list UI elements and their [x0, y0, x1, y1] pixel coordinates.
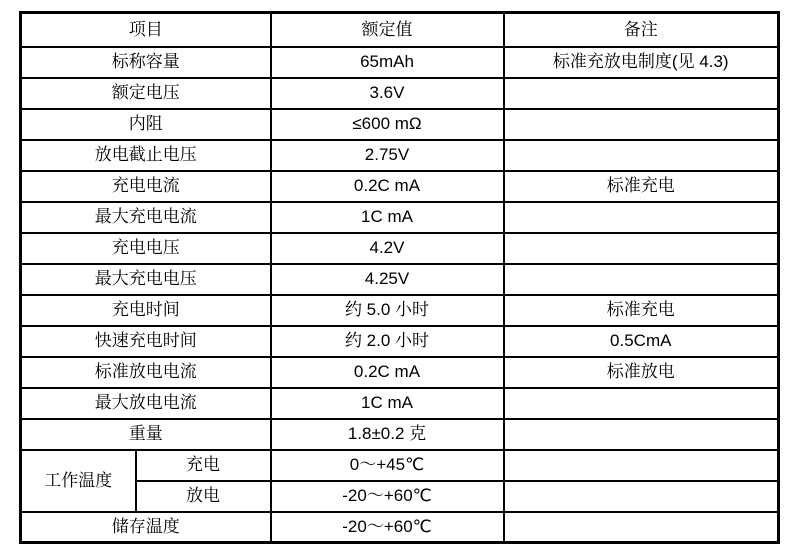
item-cell: 充电电压: [21, 233, 271, 264]
spec-table-body: [21, 47, 779, 543]
table-row: [21, 295, 779, 326]
item-cell: 标称容量: [21, 47, 271, 78]
remark-cell: [504, 233, 779, 264]
item-cell: 重量: [21, 419, 271, 450]
value-cell: 4.2V: [271, 233, 504, 264]
item-cell: 最大充电电流: [21, 202, 271, 233]
value-cell: 约 2.0 小时: [271, 326, 504, 357]
remark-cell: [504, 419, 779, 450]
value-cell: 1.8±0.2 克: [271, 419, 504, 450]
table-row: [21, 512, 779, 543]
table-row: [21, 419, 779, 450]
remark-cell: 标准充电: [504, 171, 779, 202]
value-cell: 4.25V: [271, 264, 504, 295]
remark-cell: [504, 140, 779, 171]
remark-cell: [504, 512, 779, 543]
value-cell: ≤600 mΩ: [271, 109, 504, 140]
remark-cell: 标准充放电制度(见 4.3): [504, 47, 779, 78]
value-cell: 65mAh: [271, 47, 504, 78]
table-row: [21, 140, 779, 171]
value-cell: 0.2C mA: [271, 171, 504, 202]
table-row: [21, 171, 779, 202]
remark-cell: [504, 481, 779, 512]
group-label-cell: 工作温度: [21, 450, 136, 512]
header-row: [21, 13, 779, 47]
item-cell: 充电时间: [21, 295, 271, 326]
value-cell: 1C mA: [271, 202, 504, 233]
remark-cell: [504, 450, 779, 481]
table-row: [21, 357, 779, 388]
sub-item-cell: 充电: [136, 450, 271, 481]
table-row: [21, 233, 779, 264]
item-cell: 最大放电电流: [21, 388, 271, 419]
remark-cell: [504, 264, 779, 295]
remark-cell: [504, 202, 779, 233]
table-row: [21, 388, 779, 419]
item-cell: 储存温度: [21, 512, 271, 543]
value-cell: -20～+60℃: [271, 481, 504, 512]
table-row: [21, 326, 779, 357]
value-cell: 2.75V: [271, 140, 504, 171]
value-cell: -20～+60℃: [271, 512, 504, 543]
table-row: [21, 202, 779, 233]
table-row: [21, 264, 779, 295]
item-cell: 最大充电电压: [21, 264, 271, 295]
header-rated-value: 额定值: [271, 13, 504, 47]
remark-cell: 0.5CmA: [504, 326, 779, 357]
value-cell: 1C mA: [271, 388, 504, 419]
item-cell: 充电电流: [21, 171, 271, 202]
value-cell: 0～+45℃: [271, 450, 504, 481]
item-cell: 额定电压: [21, 78, 271, 109]
remark-cell: [504, 388, 779, 419]
table-row: [21, 109, 779, 140]
header-remark: 备注: [504, 13, 779, 47]
item-cell: 标准放电电流: [21, 357, 271, 388]
remark-cell: 标准放电: [504, 357, 779, 388]
table-row: [21, 450, 779, 481]
table-header: [21, 13, 779, 47]
remark-cell: 标准充电: [504, 295, 779, 326]
item-cell: 内阻: [21, 109, 271, 140]
item-cell: 快速充电时间: [21, 326, 271, 357]
value-cell: 约 5.0 小时: [271, 295, 504, 326]
table-row: [21, 78, 779, 109]
sub-item-cell: 放电: [136, 481, 271, 512]
value-cell: 3.6V: [271, 78, 504, 109]
header-item: 项目: [21, 13, 271, 47]
value-cell: 0.2C mA: [271, 357, 504, 388]
remark-cell: [504, 78, 779, 109]
table-row: [21, 47, 779, 78]
battery-spec-table: [19, 11, 780, 544]
item-cell: 放电截止电压: [21, 140, 271, 171]
remark-cell: [504, 109, 779, 140]
